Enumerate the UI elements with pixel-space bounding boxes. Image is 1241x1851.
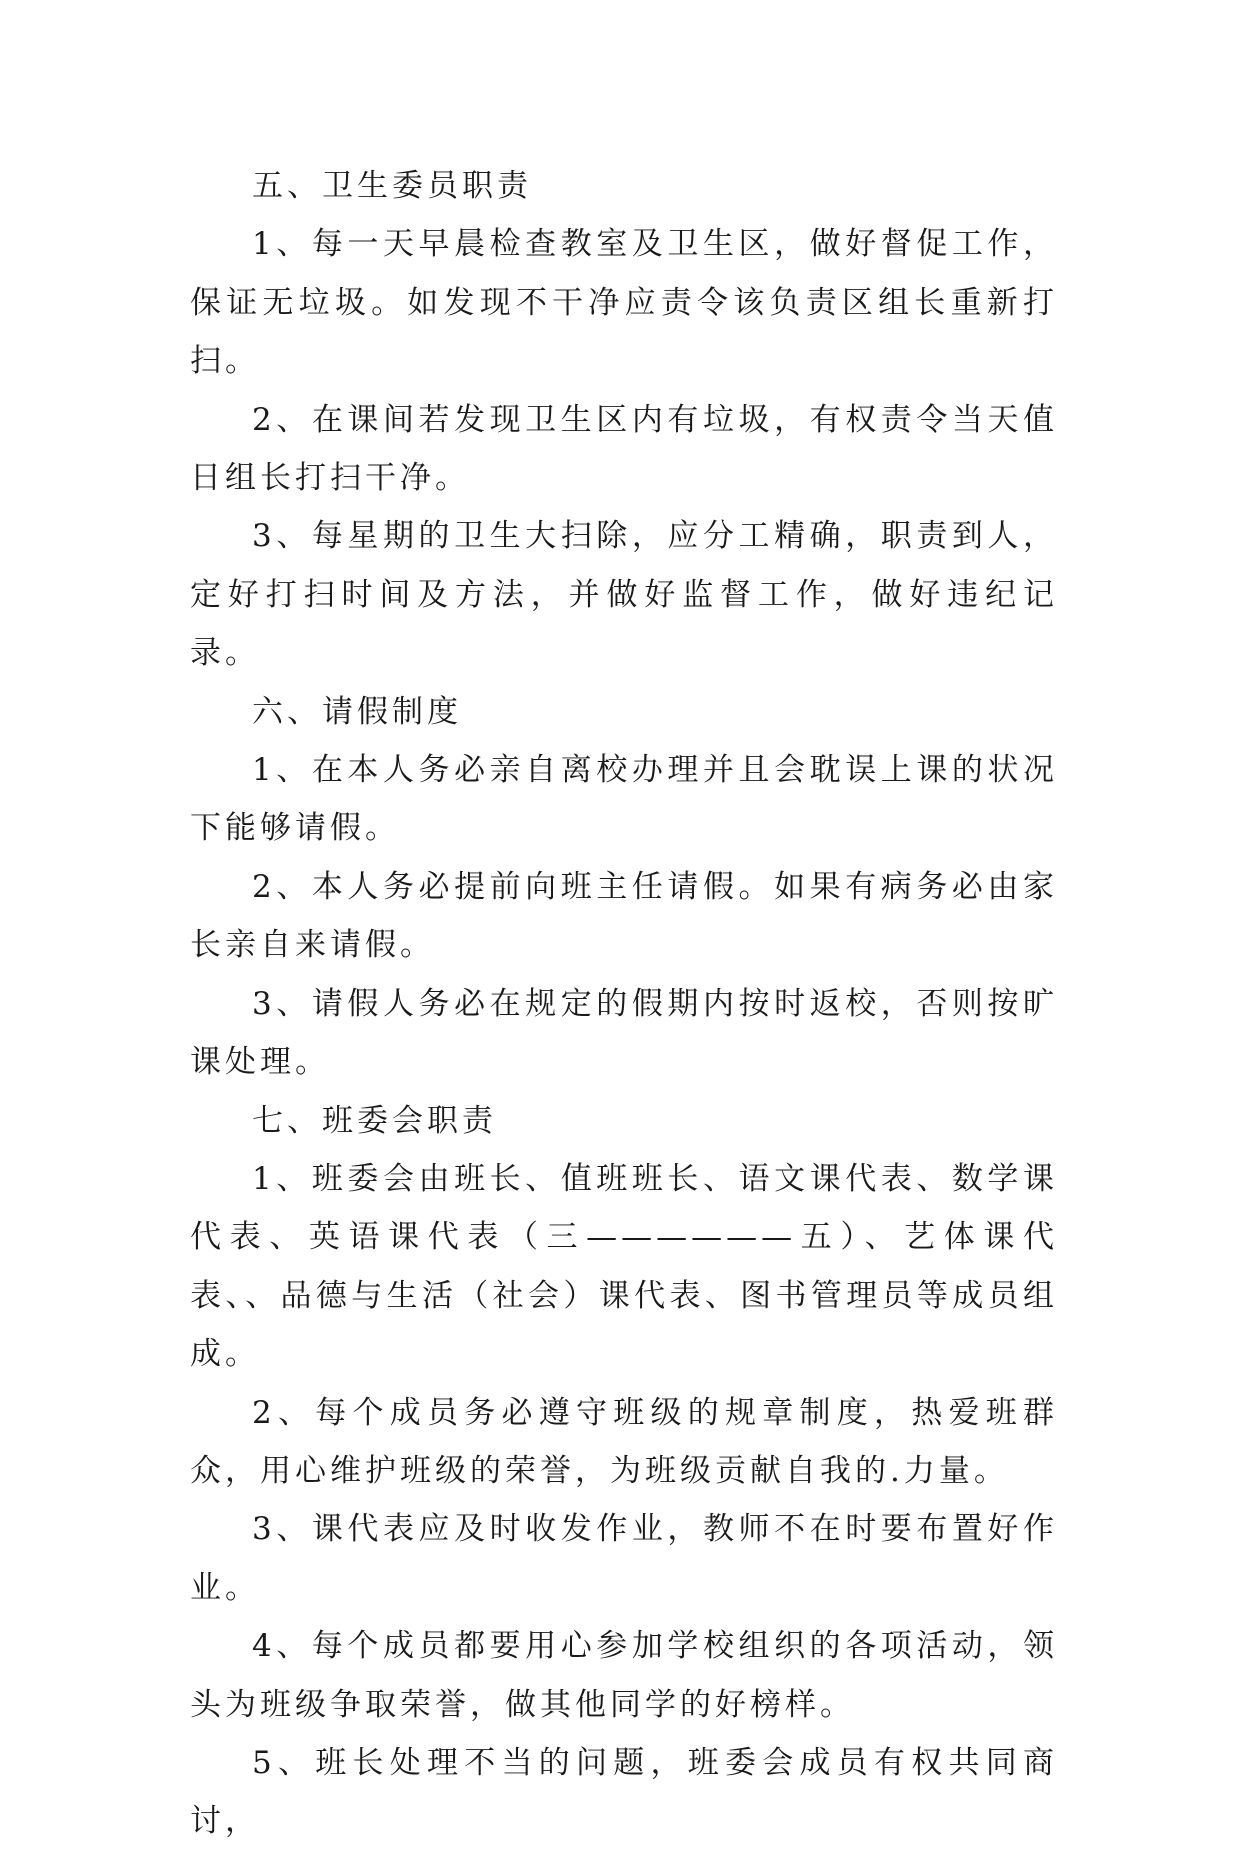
committee-item-4: 4、每个成员都要用心参加学校组织的各项活动，领头为班级争取荣誉，做其他同学的好榜样。: [190, 1628, 1058, 1723]
section-heading-hygiene: 五、卫生委员职责: [252, 168, 532, 204]
hygiene-item-2: 2、在课间若发现卫生区内有垃圾，有权责令当天值日组长打扫干净。: [190, 401, 1058, 497]
committee-item-3: 3、课代表应及时收发作业，教师不在时要布置好作业。: [190, 1511, 1058, 1606]
document-body: [190, 157, 1058, 1851]
hygiene-item-3: 3、每星期的卫生大扫除，应分工精确，职责到人，定好打扫时间及方法，并做好监督工作，做好违纪记录。: [190, 518, 1058, 672]
leave-item-1: 1、在本人务必亲自离校办理并且会耽误上课的状况下能够请假。: [190, 752, 1058, 847]
section-heading-leave: 六、请假制度: [252, 693, 462, 730]
section-heading-committee: 七、班委会职责: [252, 1102, 497, 1139]
committee-item-5: 5、班长处理不当的问题，班委会成员有权共同商讨，: [190, 1744, 1058, 1840]
committee-item-1: 1、班委会由班长、值班班长、语文课代表、数学课代表、英语课代表（三——————五）、艺体课代表、、品德与生活（社会）课代表、图书管理员等成员组成。: [190, 1160, 1058, 1373]
leave-item-2: 2、本人务必提前向班主任请假。如果有病务必由家长亲自来请假。: [190, 868, 1058, 964]
hygiene-item-1: 1、每一天早晨检查教室及卫生区，做好督促工作，保证无垃圾。如发现不干净应责令该负责区组长重新打扫。: [190, 226, 1058, 380]
committee-item-2: 2、每个成员务必遵守班级的规章制度，热爱班群众，用心维护班级的荣誉，为班级贡献自我的.力量。: [190, 1394, 1058, 1489]
leave-item-3: 3、请假人务必在规定的假期内按时返校，否则按旷课处理。: [190, 985, 1058, 1081]
